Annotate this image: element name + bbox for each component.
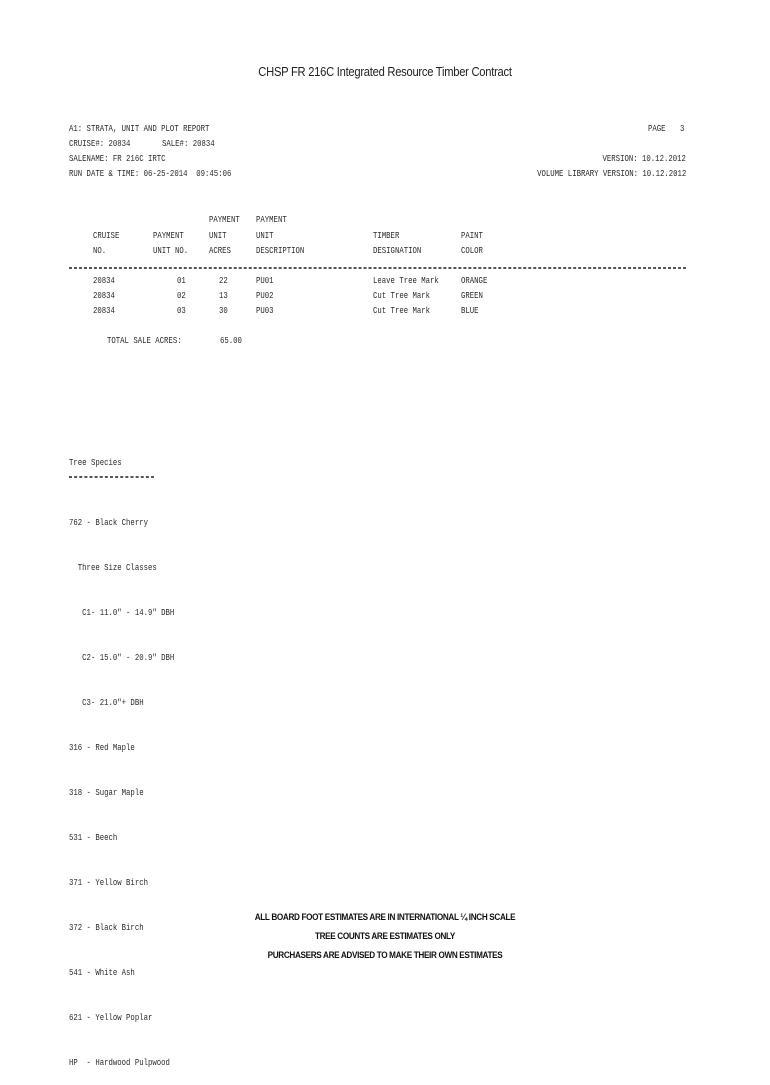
cell-cruise: 20834 (93, 290, 115, 301)
cell-acres: 22 (219, 275, 228, 286)
total-sale-acres-value: 65.00 (220, 335, 242, 346)
list-item: 316 - Red Maple (69, 742, 135, 753)
list-item: 371 - Yellow Birch (69, 877, 148, 888)
list-item: C1- 11.0" - 14.9" DBH (69, 607, 175, 618)
cell-unit: 03 (177, 305, 186, 316)
species-heading: Tree Species (69, 457, 122, 468)
cell-color: ORANGE (461, 275, 488, 286)
list-item: 318 - Sugar Maple (69, 787, 144, 798)
header-unit-acres-line1: PAYMENT (209, 214, 240, 225)
cell-description: PU03 (256, 305, 274, 316)
cell-unit: 02 (177, 290, 186, 301)
cell-color: GREEN (461, 290, 483, 301)
document-title: CHSP FR 216C Integrated Resource Timber Contract (258, 64, 512, 79)
cell-designation: Cut Tree Mark (373, 290, 431, 301)
header-unit-description-line2: UNIT (256, 230, 274, 241)
header-cruise-line3: NO. (93, 245, 107, 256)
cell-cruise: 20834 (93, 305, 115, 316)
cell-color: BLUE (461, 305, 479, 316)
header-paint-line2: PAINT (461, 230, 483, 241)
header-timber-line2: TIMBER (373, 230, 400, 241)
list-item: 621 - Yellow Poplar (69, 1012, 153, 1023)
list-item: C2- 15.0" - 20.9" DBH (69, 652, 175, 663)
list-item: 762 - Black Cherry (69, 517, 148, 528)
cell-cruise: 20834 (93, 275, 115, 286)
species-underline (69, 476, 154, 478)
list-item: C3- 21.0"+ DBH (69, 697, 144, 708)
cell-description: PU02 (256, 290, 274, 301)
header-timber-line3: DESIGNATION (373, 245, 422, 256)
list-item: Three Size Classes (69, 562, 157, 573)
run-date-time: RUN DATE & TIME: 06-25-2014 09:45:06 (69, 168, 232, 179)
header-payment-unit-line3: UNIT NO. (153, 245, 189, 256)
list-item: HP - Hardwood Pulpwood (69, 1057, 170, 1068)
footer-purchasers-note: PURCHASERS ARE ADVISED TO MAKE THEIR OWN ESTIMATES (267, 950, 503, 961)
header-unit-description-line1: PAYMENT (256, 214, 287, 225)
cell-acres: 30 (219, 305, 228, 316)
list-item: 372 - Black Birch (69, 922, 144, 933)
cell-designation: Leave Tree Mark (373, 275, 439, 286)
report-name: A1: STRATA, UNIT AND PLOT REPORT (69, 123, 210, 134)
total-sale-acres-label: TOTAL SALE ACRES: (107, 335, 182, 346)
header-paint-line3: COLOR (461, 245, 483, 256)
page-label: PAGE (648, 123, 666, 134)
footer-tree-counts-note: TREE COUNTS ARE ESTIMATES ONLY (314, 931, 456, 942)
list-item: 531 - Beech (69, 832, 118, 843)
header-unit-acres-line2: UNIT (209, 230, 227, 241)
cell-unit: 01 (177, 275, 186, 286)
header-unit-description-line3: DESCRIPTION (256, 245, 305, 256)
cell-designation: Cut Tree Mark (373, 305, 431, 316)
sale-number: SALE#: 20834 (162, 138, 215, 149)
cell-description: PU01 (256, 275, 274, 286)
cell-acres: 13 (219, 290, 228, 301)
page-number: 3 (680, 123, 685, 134)
footer-scale-note: ALL BOARD FOOT ESTIMATES ARE IN INTERNATIONAL ¼ INCH SCALE (254, 912, 516, 923)
table-divider (69, 267, 686, 269)
header-cruise-line2: CRUISE (93, 230, 120, 241)
volume-library-version: VOLUME LIBRARY VERSION: 10.12.2012 (536, 168, 686, 179)
cruise-number: CRUISE#: 20834 (69, 138, 131, 149)
header-payment-unit-line2: PAYMENT (153, 230, 184, 241)
species-list (69, 485, 174, 1085)
version: VERSION: 10.12.2012 (602, 153, 686, 164)
header-unit-acres-line3: ACRES (209, 245, 231, 256)
list-item: 541 - White Ash (69, 967, 135, 978)
sale-name: SALENAME: FR 216C IRTC (69, 153, 166, 164)
